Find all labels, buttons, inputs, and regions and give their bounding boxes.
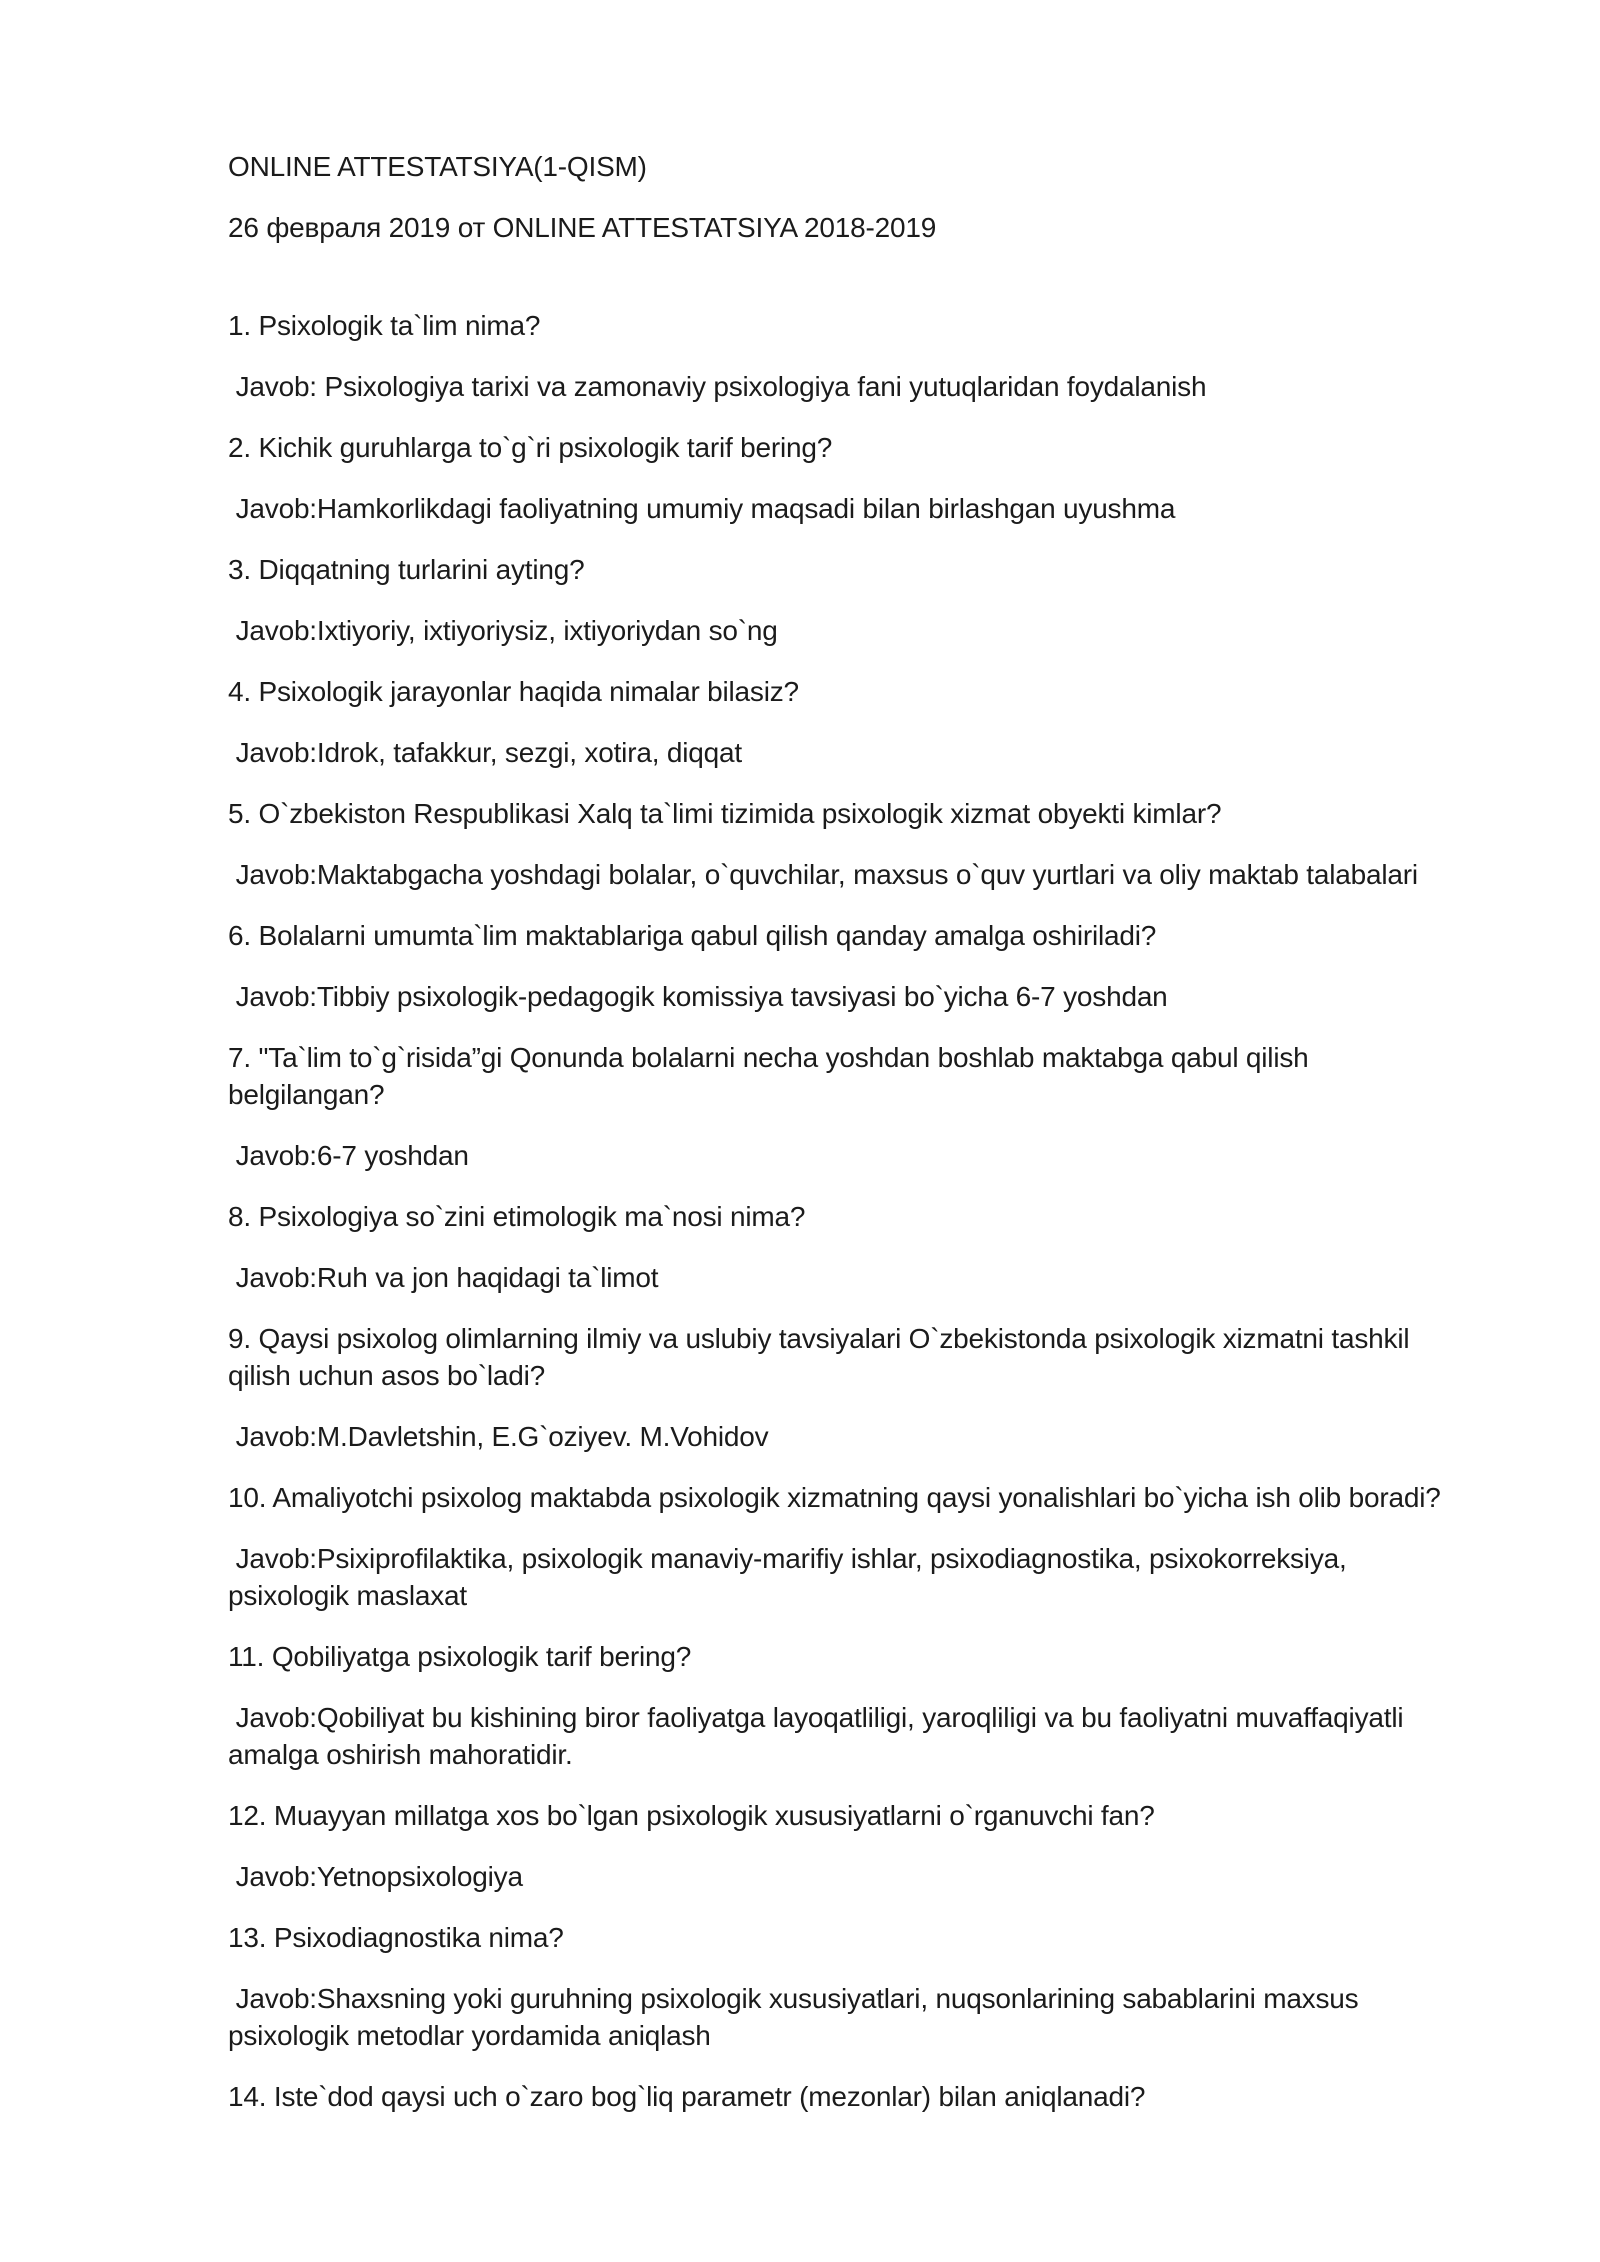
answer-text: Javob:Qobiliyat bu kishining biror faoliyatga layoqatliligi, yaroqliligi va bu faoliyatni muvaffaqiyatli amalga oshirish mahoratidir. <box>228 1702 1411 1770</box>
answer-text: Javob:Shaxsning yoki guruhning psixologik xususiyatlari, nuqsonlarining sabablarini maxsus psixologik metodlar yordamida aniqlash <box>228 1983 1367 2051</box>
answer-text: Javob:Yetnopsixologiya <box>228 1861 523 1892</box>
question-text: 9. Qaysi psixolog olimlarning ilmiy va uslubiy tavsiyalari O`zbekistonda psixologik xizmatni tashkil qilish uchun asos bo`ladi? <box>228 1323 1417 1391</box>
answer-text: Javob:Idrok, tafakkur, sezgi, xotira, diqqat <box>228 737 742 768</box>
answer-text: Javob:Psixiprofilaktika, psixologik manaviy-marifiy ishlar, psixodiagnostika, psixokorreksiya, psixologik maslaxat <box>228 1543 1355 1611</box>
question-text: 13. Psixodiagnostika nima? <box>228 1922 564 1953</box>
question-text: 2. Kichik guruhlarga to`g`ri psixologik tarif bering? <box>228 432 833 463</box>
answer-text: Javob:Maktabgacha yoshdagi bolalar, o`quvchilar, maxsus o`quv yurtlari va oliy maktab talabalari <box>228 859 1418 890</box>
question-text: 4. Psixologik jarayonlar haqida nimalar bilasiz? <box>228 676 799 707</box>
question-text: 14. Iste`dod qaysi uch o`zaro bog`liq parametr (mezonlar) bilan aniqlanadi? <box>228 2081 1146 2112</box>
answer-text: Javob:M.Davletshin, E.G`oziyev. M.Vohidov <box>228 1421 769 1452</box>
question-text: 11. Qobiliyatga psixologik tarif bering? <box>228 1641 692 1672</box>
question-text: 5. O`zbekiston Respublikasi Xalq ta`limi tizimida psixologik xizmat obyekti kimlar? <box>228 798 1222 829</box>
question-text: 3. Diqqatning turlarini ayting? <box>228 554 585 585</box>
document-title: ONLINE ATTESTATSIYA(1-QISM) <box>228 151 647 182</box>
question-text: 6. Bolalarni umumta`lim maktablariga qabul qilish qanday amalga oshiriladi? <box>228 920 1157 951</box>
answer-text: Javob: Psixologiya tarixi va zamonaviy psixologiya fani yutuqlaridan foydalanish <box>228 371 1207 402</box>
answer-text: Javob:Tibbiy psixologik-pedagogik komissiya tavsiyasi bo`yicha 6-7 yoshdan <box>228 981 1168 1012</box>
question-text: 10. Amaliyotchi psixolog maktabda psixologik xizmatning qaysi yonalishlari bo`yicha ish olib boradi? <box>228 1482 1441 1513</box>
qa-list <box>228 307 1452 2115</box>
question-text: 8. Psixologiya so`zini etimologik ma`nosi nima? <box>228 1201 806 1232</box>
answer-text: Javob:Ruh va jon haqidagi ta`limot <box>228 1262 659 1293</box>
document-subtitle: 26 февраля 2019 от ONLINE ATTESTATSIYA 2018-2019 <box>228 212 937 243</box>
question-text: 7. "Ta`lim to`g`risida”gi Qonunda bolalarni necha yoshdan boshlab maktabga qabul qilish belgilangan? <box>228 1042 1317 1110</box>
question-text: 12. Muayyan millatga xos bo`lgan psixologik xususiyatlarni o`rganuvchi fan? <box>228 1800 1155 1831</box>
question-text: 1. Psixologik ta`lim nima? <box>228 310 541 341</box>
answer-text: Javob:Hamkorlikdagi faoliyatning umumiy maqsadi bilan birlashgan uyushma <box>228 493 1176 524</box>
answer-text: Javob:6-7 yoshdan <box>228 1140 469 1171</box>
answer-text: Javob:Ixtiyoriy, ixtiyoriysiz, ixtiyoriydan so`ng <box>228 615 778 646</box>
